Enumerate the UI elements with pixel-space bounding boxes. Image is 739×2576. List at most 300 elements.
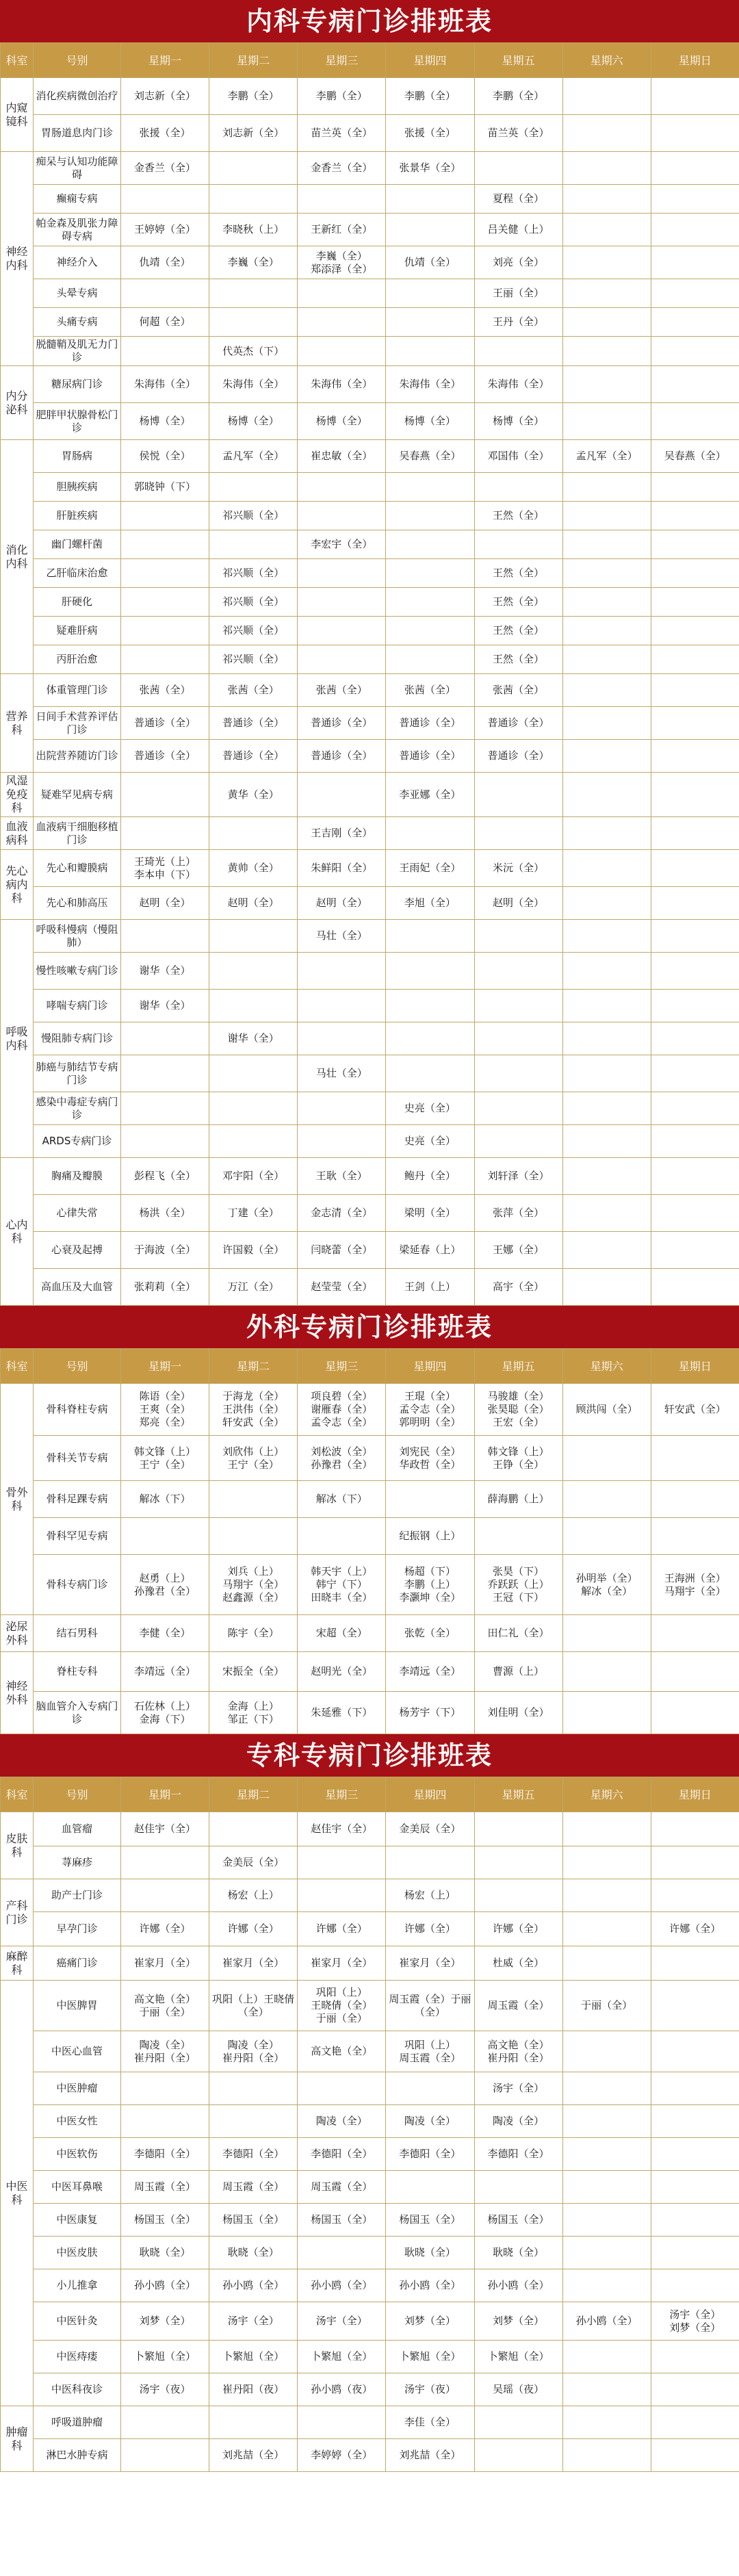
schedule-cell: 陶凌（全） [474, 2105, 562, 2138]
schedule-cell [651, 1092, 739, 1125]
clinic-cell: 中医软伤 [34, 2138, 121, 2171]
schedule-cell: 李德阳（全） [298, 2138, 386, 2171]
schedule-cell: 顾洪闯（全） [562, 1384, 651, 1436]
schedule-cell [386, 337, 474, 366]
schedule-cell: 刘松波（全） 孙豫君（全） [298, 1436, 386, 1481]
table-row [1, 2031, 739, 2072]
schedule-cell: 李德阳（全） [386, 2138, 474, 2171]
schedule-cell [298, 502, 386, 530]
schedule-cell [562, 185, 651, 214]
schedule-cell: 李靖远（全） [386, 1652, 474, 1692]
schedule-cell [651, 920, 739, 953]
schedule-cell [209, 1518, 298, 1555]
header-day: 星期六 [562, 1777, 651, 1812]
schedule-cell [386, 1481, 474, 1518]
schedule-cell: 祁兴顺（全） [209, 617, 298, 645]
schedule-cell [386, 2072, 474, 2105]
schedule-cell: 金美辰（全） [386, 1812, 474, 1846]
schedule-cell [121, 1846, 209, 1879]
schedule-cell [474, 1092, 562, 1125]
schedule-cell: 张援（全） [386, 115, 474, 152]
schedule-cell [562, 707, 651, 740]
clinic-cell: 肺癌与肺结节专病门诊 [34, 1055, 121, 1092]
clinic-cell: 中医痔瘘 [34, 2341, 121, 2373]
schedule-cell: 赵佳宇（全） [121, 1812, 209, 1846]
table-row [1, 2105, 739, 2138]
clinic-cell: 乙肝临床治愈 [34, 559, 121, 588]
header-row [1, 43, 739, 78]
table-row [1, 850, 739, 887]
schedule-cell [651, 1846, 739, 1879]
table-row [1, 887, 739, 920]
schedule-cell [562, 1195, 651, 1232]
clinic-cell: 癌痛门诊 [34, 1946, 121, 1981]
clinic-cell: 中医女性 [34, 2105, 121, 2138]
schedule-cell: 许娜（全） [651, 1912, 739, 1946]
schedule-cell [562, 152, 651, 185]
clinic-cell: 中医脾胃 [34, 1981, 121, 2031]
table-row [1, 617, 739, 645]
schedule-cell: 孙小鸥（全） [209, 2269, 298, 2302]
schedule-cell: 闫晓蕾（全） [298, 1232, 386, 1269]
schedule-cell: 孙小鸥（夜） [298, 2373, 386, 2406]
schedule-cell: 卜繁旭（全） [209, 2341, 298, 2373]
schedule-cell [651, 246, 739, 279]
schedule-cell [562, 1436, 651, 1481]
clinic-cell: 头痛专病 [34, 308, 121, 337]
schedule-cell [651, 2204, 739, 2237]
schedule-cell [298, 1879, 386, 1912]
schedule-cell [121, 2072, 209, 2105]
table-row [1, 152, 739, 185]
schedule-cell: 彭程飞（全） [121, 1158, 209, 1195]
schedule-cell [121, 920, 209, 953]
schedule-cell: 万江（全） [209, 1269, 298, 1306]
schedule-cell [562, 1846, 651, 1879]
header-day: 星期五 [474, 1349, 562, 1384]
dept-cell: 心内科 [1, 1158, 34, 1306]
schedule-cell [121, 1518, 209, 1555]
schedule-cell: 崔忠敏（全） [298, 440, 386, 473]
schedule-cell: 普通诊（全） [474, 707, 562, 740]
dept-cell: 血液病科 [1, 817, 34, 850]
schedule-cell: 孙明举（全） 解冰（全） [562, 1555, 651, 1615]
schedule-cell [562, 2406, 651, 2439]
schedule-cell [386, 185, 474, 214]
clinic-cell: 胸痛及瓣膜 [34, 1158, 121, 1195]
table-row [1, 588, 739, 617]
header-day: 星期五 [474, 43, 562, 78]
schedule-cell: 米沅（全） [474, 850, 562, 887]
schedule-cell [298, 279, 386, 308]
header-day: 星期二 [209, 1777, 298, 1812]
table-row [1, 559, 739, 588]
schedule-cell: 王剑（上） [386, 1269, 474, 1306]
table-row [1, 440, 739, 473]
clinic-cell: 中医心血管 [34, 2031, 121, 2072]
schedule-cell: 张茜（全） [209, 674, 298, 707]
dept-cell: 呼吸内科 [1, 920, 34, 1158]
table-row [1, 403, 739, 440]
schedule-cell [298, 185, 386, 214]
schedule-cell [298, 1125, 386, 1158]
schedule-cell [474, 2171, 562, 2204]
schedule-cell: 卜繁旭（全） [298, 2341, 386, 2373]
schedule-cell [651, 1946, 739, 1981]
schedule-cell [562, 588, 651, 617]
clinic-cell: 心律失常 [34, 1195, 121, 1232]
schedule-cell [121, 1092, 209, 1125]
schedule-cell: 祁兴顺（全） [209, 588, 298, 617]
table-row [1, 1232, 739, 1269]
schedule-cell: 高宇（全） [474, 1269, 562, 1306]
schedule-cell [298, 1022, 386, 1055]
schedule-cell: 祁兴顺（全） [209, 502, 298, 530]
schedule-cell: 杨博（全） [298, 403, 386, 440]
table-row [1, 1092, 739, 1125]
schedule-cell [562, 740, 651, 773]
schedule-cell [651, 887, 739, 920]
schedule-cell [474, 773, 562, 817]
header-day: 星期四 [386, 1349, 474, 1384]
schedule-cell [209, 1125, 298, 1158]
clinic-cell: 日间手术营养评估门诊 [34, 707, 121, 740]
schedule-cell [209, 1481, 298, 1518]
schedule-cell [651, 1812, 739, 1846]
dept-cell: 消化内科 [1, 440, 34, 674]
schedule-cell: 周玉霞（全） [474, 1981, 562, 2031]
schedule-cell [209, 953, 298, 990]
schedule-cell [386, 279, 474, 308]
schedule-cell [386, 308, 474, 337]
clinic-cell: 先心和瓣膜病 [34, 850, 121, 887]
schedule-cell [562, 308, 651, 337]
schedule-cell: 杨博（全） [121, 403, 209, 440]
schedule-cell: 王耿（全） [298, 1158, 386, 1195]
schedule-cell [651, 2269, 739, 2302]
schedule-cell [651, 2439, 739, 2472]
schedule-cell: 许娜（全） [209, 1912, 298, 1946]
clinic-cell: 消化疾病微创治疗 [34, 78, 121, 115]
schedule-cell: 崔家月（全） [298, 1946, 386, 1981]
table-row [1, 366, 739, 403]
schedule-cell [121, 1879, 209, 1912]
table-row [1, 2072, 739, 2105]
schedule-cell: 纪振钢（上） [386, 1518, 474, 1555]
clinic-cell: 中医肿瘤 [34, 2072, 121, 2105]
schedule-cell: 李婷婷（全） [298, 2439, 386, 2472]
schedule-cell [651, 185, 739, 214]
schedule-cell [562, 1022, 651, 1055]
header-row [1, 1777, 739, 1812]
schedule-cell: 许娜（全） [298, 1912, 386, 1946]
schedule-cell: 薛海鹏（上） [474, 1481, 562, 1518]
schedule-cell [651, 990, 739, 1022]
schedule-cell: 马壮（全） [298, 1055, 386, 1092]
schedule-cell [121, 817, 209, 850]
clinic-cell: 帕金森及肌张力障碍专病 [34, 214, 121, 246]
schedule-cell [562, 246, 651, 279]
schedule-cell [651, 2138, 739, 2171]
schedule-cell: 陈宇（全） [209, 1615, 298, 1652]
schedule-cell [651, 214, 739, 246]
schedule-cell [298, 617, 386, 645]
table-row [1, 1022, 739, 1055]
dept-cell: 肿瘤科 [1, 2406, 34, 2472]
schedule-cell: 于海波（全） [121, 1232, 209, 1269]
schedule-cell [121, 1022, 209, 1055]
schedule-cell: 杨国玉（全） [121, 2204, 209, 2237]
clinic-cell: 出院营养随访门诊 [34, 740, 121, 773]
schedule-cell: 孟凡军（全） [562, 440, 651, 473]
schedule-cell [209, 185, 298, 214]
schedule-cell [298, 308, 386, 337]
schedule-cell [562, 645, 651, 674]
clinic-cell: 肥胖甲状腺骨松门诊 [34, 403, 121, 440]
section-title: 外科专病门诊排班表 [0, 1306, 739, 1348]
table-row [1, 530, 739, 559]
table-row [1, 920, 739, 953]
schedule-cell [386, 920, 474, 953]
schedule-cell: 解冰（下） [121, 1481, 209, 1518]
clinic-cell: 结石男科 [34, 1615, 121, 1652]
schedule-cell [386, 502, 474, 530]
schedule-cell [651, 473, 739, 502]
schedule-cell: 巩阳（上） 周玉霞（全） [386, 2031, 474, 2072]
schedule-cell: 赵明（全） [209, 887, 298, 920]
clinic-cell: 癫痫专病 [34, 185, 121, 214]
schedule-cell [386, 953, 474, 990]
schedule-cell [121, 773, 209, 817]
schedule-cell [474, 1846, 562, 1879]
schedule-cell: 李鹏（全） [298, 78, 386, 115]
schedule-cell: 张援（全） [121, 115, 209, 152]
schedule-cell [562, 78, 651, 115]
schedule-cell: 张茜（全） [298, 674, 386, 707]
schedule-cell [651, 773, 739, 817]
schedule-cell: 张昊（下） 乔跃跃（上） 王冠（下） [474, 1555, 562, 1615]
table-row [1, 953, 739, 990]
schedule-cell [562, 2171, 651, 2204]
schedule-cell: 赵勇（上） 孙豫君（全） [121, 1555, 209, 1615]
clinic-cell: 早孕门诊 [34, 1912, 121, 1946]
schedule-cell [121, 588, 209, 617]
clinic-cell: 胃肠病 [34, 440, 121, 473]
schedule-cell [562, 1879, 651, 1912]
schedule-cell [209, 279, 298, 308]
dept-cell: 内窥镜科 [1, 78, 34, 152]
schedule-cell: 李德阳（全） [209, 2138, 298, 2171]
table-row [1, 2171, 739, 2204]
clinic-cell: 脑血管介入专病门诊 [34, 1692, 121, 1734]
schedule-cell: 祁兴顺（全） [209, 559, 298, 588]
schedule-cell [562, 559, 651, 588]
schedule-cell [651, 740, 739, 773]
header-day: 星期一 [121, 1777, 209, 1812]
schedule-cell: 李巍（全） [209, 246, 298, 279]
schedule-cell: 郭晓钟（下） [121, 473, 209, 502]
schedule-cell: 金志清（全） [298, 1195, 386, 1232]
schedule-cell [386, 1846, 474, 1879]
schedule-cell: 吴瑶（夜） [474, 2373, 562, 2406]
schedule-cell: 侯悦（全） [121, 440, 209, 473]
schedule-cell [562, 1158, 651, 1195]
schedule-cell [121, 2105, 209, 2138]
schedule-cell: 刘兵（上） 马翔宇（全） 赵鑫源（全） [209, 1555, 298, 1615]
schedule-cell: 王海洲（全） 马翔宇（全） [651, 1555, 739, 1615]
schedule-cell [562, 2269, 651, 2302]
schedule-cell: 许国毅（全） [209, 1232, 298, 1269]
table-row [1, 1692, 739, 1734]
schedule-cell [562, 1652, 651, 1692]
section-title: 专科专病门诊排班表 [0, 1734, 739, 1777]
schedule-cell: 汤宇（全） [474, 2072, 562, 2105]
table-row [1, 645, 739, 674]
schedule-cell: 史亮（全） [386, 1092, 474, 1125]
schedule-cell: 耿晓（全） [121, 2237, 209, 2269]
table-row [1, 990, 739, 1022]
schedule-cell: 汤宇（夜） [121, 2373, 209, 2406]
clinic-cell: 骨科关节专病 [34, 1436, 121, 1481]
table-row [1, 502, 739, 530]
header-day: 星期日 [651, 43, 739, 78]
schedule-section [0, 1306, 739, 1734]
schedule-cell [651, 115, 739, 152]
schedule-cell: 许娜（全） [474, 1912, 562, 1946]
schedule-cell: 孙小鸥（全） [121, 2269, 209, 2302]
table-row [1, 773, 739, 817]
schedule-cell: 刘志新（全） [121, 78, 209, 115]
schedule-table [0, 1348, 739, 1734]
clinic-cell: 骨科脊柱专病 [34, 1384, 121, 1436]
schedule-cell [651, 2171, 739, 2204]
schedule-cell: 项良碧（全） 谢雁春（全） 孟令志（全） [298, 1384, 386, 1436]
schedule-cell [651, 1269, 739, 1306]
schedule-cell [651, 403, 739, 440]
schedule-cell: 丁建（全） [209, 1195, 298, 1232]
schedule-cell [474, 1022, 562, 1055]
schedule-cell [651, 1436, 739, 1481]
schedule-cell: 李晓秋（上） [209, 214, 298, 246]
schedule-cell [562, 530, 651, 559]
schedule-cell: 邓宇阳（全） [209, 1158, 298, 1195]
schedule-cell: 刘梦（全） [121, 2302, 209, 2341]
header-dept: 科室 [1, 1349, 34, 1384]
schedule-cell: 吴春燕（全） [386, 440, 474, 473]
dept-cell: 先心病内科 [1, 850, 34, 920]
schedule-cell: 王婷婷（全） [121, 214, 209, 246]
schedule-cell [651, 279, 739, 308]
clinic-cell: 丙肝治愈 [34, 645, 121, 674]
table-row [1, 674, 739, 707]
schedule-cell: 谢华（全） [209, 1022, 298, 1055]
schedule-cell [121, 337, 209, 366]
schedule-cell [651, 1232, 739, 1269]
schedule-cell: 李德阳（全） [121, 2138, 209, 2171]
header-dept: 科室 [1, 43, 34, 78]
schedule-cell: 朱海伟（全） [209, 366, 298, 403]
schedule-cell [651, 2105, 739, 2138]
clinic-cell: 中医耳鼻喉 [34, 2171, 121, 2204]
schedule-cell: 马骏雄（全） 张昊聪（全） 王宏（全） [474, 1384, 562, 1436]
schedule-cell [474, 1055, 562, 1092]
table-row [1, 279, 739, 308]
schedule-cell: 陶凌（全） 崔丹阳（全） [209, 2031, 298, 2072]
schedule-cell: 杨宏（上） [386, 1879, 474, 1912]
schedule-cell [121, 1125, 209, 1158]
schedule-cell: 汤宇（全） 刘梦（全） [651, 2302, 739, 2341]
schedule-cell [651, 559, 739, 588]
schedule-cell: 卜繁旭（全） [121, 2341, 209, 2373]
schedule-cell: 解冰（下） [298, 1481, 386, 1518]
clinic-cell: 中医针灸 [34, 2302, 121, 2341]
schedule-cell: 王新红（全） [298, 214, 386, 246]
clinic-cell: 呼吸科慢病（慢阻肺） [34, 920, 121, 953]
clinic-cell: 血液病干细胞移植门诊 [34, 817, 121, 850]
schedule-cell: 李德阳（全） [474, 2138, 562, 2171]
dept-cell: 风湿免疫科 [1, 773, 34, 817]
schedule-cell: 于海龙（全） 王洪伟（全） 轩安武（全） [209, 1384, 298, 1436]
schedule-cell [562, 817, 651, 850]
schedule-cell [209, 473, 298, 502]
schedule-cell [386, 214, 474, 246]
schedule-cell: 朱海伟（全） [121, 366, 209, 403]
table-row [1, 1981, 739, 2031]
schedule-cell [474, 2406, 562, 2439]
schedule-cell [209, 1055, 298, 1092]
schedule-cell: 李鹏（全） [474, 78, 562, 115]
schedule-table [0, 42, 739, 1306]
header-day: 星期四 [386, 1777, 474, 1812]
schedule-cell [562, 1269, 651, 1306]
schedule-cell [121, 185, 209, 214]
schedule-cell: 朱海伟（全） [386, 366, 474, 403]
header-day: 星期二 [209, 1349, 298, 1384]
schedule-cell [562, 887, 651, 920]
schedule-cell: 杨国玉（全） [298, 2204, 386, 2237]
schedule-cell: 许娜（全） [386, 1912, 474, 1946]
header-day: 星期日 [651, 1777, 739, 1812]
schedule-cell [651, 78, 739, 115]
table-row [1, 2439, 739, 2472]
schedule-cell: 李鹏（全） [386, 78, 474, 115]
schedule-cell: 王然（全） [474, 617, 562, 645]
schedule-cell [562, 773, 651, 817]
clinic-cell: 肝脏疾病 [34, 502, 121, 530]
schedule-cell: 王琦光（上） 李本申（下） [121, 850, 209, 887]
table-row [1, 2237, 739, 2269]
schedule-cell [121, 617, 209, 645]
schedule-cell [562, 1481, 651, 1518]
schedule-cell [651, 1652, 739, 1692]
schedule-cell [562, 115, 651, 152]
schedule-cell [562, 1615, 651, 1652]
schedule-cell [386, 817, 474, 850]
schedule-cell [651, 2373, 739, 2406]
schedule-cell: 刘志新（全） [209, 115, 298, 152]
schedule-cell [562, 279, 651, 308]
clinic-cell: 胆胰疾病 [34, 473, 121, 502]
schedule-cell [562, 2138, 651, 2171]
schedule-cell: 陶凌（全） [298, 2105, 386, 2138]
schedule-cell [651, 1022, 739, 1055]
schedule-cell: 轩安武（全） [651, 1384, 739, 1436]
schedule-cell [562, 1812, 651, 1846]
schedule-cell [651, 308, 739, 337]
table-row [1, 308, 739, 337]
table-row [1, 1518, 739, 1555]
schedule-cell [209, 530, 298, 559]
